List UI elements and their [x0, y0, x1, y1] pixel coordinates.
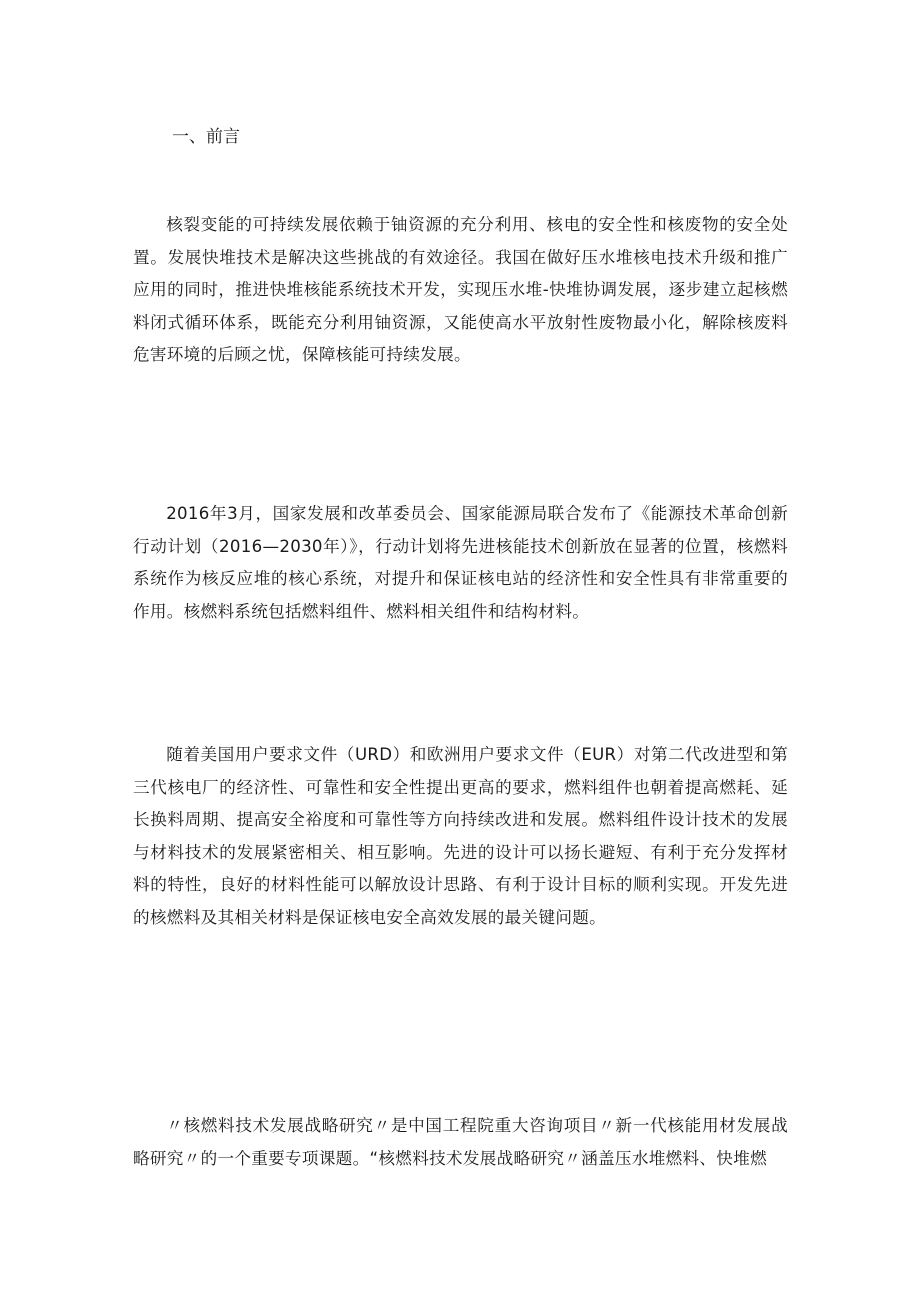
- paragraph-2: 2016年3月，国家发展和改革委员会、国家能源局联合发布了《能源技术革命创新行动计划（2016—2030年）》，行动计划将先进核能技术创新放在显著的位置，核燃料系统作为核反应堆的核心系统，对提升和保证核电站的经济性和安全性具有非常重要的作用。核燃料系统包括燃料组件、燃料相关组件和结构材料。: [133, 504, 788, 621]
- paragraph-4: 〃核燃料技术发展战略研究〃是中国工程院重大咨询项目〃新一代核能用材发展战略研究〃的一个重要专项课题。“核燃料技术发展战略研究〃涵盖压水堆燃料、快堆燃: [133, 1116, 788, 1168]
- section-heading: 一、前言: [172, 127, 240, 147]
- paragraph-1: 核裂变能的可持续发展依赖于铀资源的充分利用、核电的安全性和核废物的安全处置。发展快堆技术是解决这些挑战的有效途径。我国在做好压水堆核电技术升级和推广应用的同时，推进快堆核能系统技术开发，实现压水堆-快堆协调发展，逐步建立起核燃料闭式循环体系，既能充分利用铀资源，又能使高水平放射性废物最小化，解除核废料危害环境的后顾之忧，保障核能可持续发展。: [133, 215, 788, 364]
- paragraph-3: 随着美国用户要求文件（URD）和欧洲用户要求文件（EUR）对第二代改进型和第三代核电厂的经济性、可靠性和安全性提出更高的要求，燃料组件也朝着提高燃耗、延长换料周期、提高安全裕度和可靠性等方向持续改进和发展。燃料组件设计技术的发展与材料技术的发展紧密相关、相互影响。先进的设计可以扬长避短、有利于充分发挥材料的特性，良好的材料性能可以解放设计思路、有利于设计目标的顺利实现。开发先进的核燃料及其相关材料是保证核电安全高效发展的最关键问题。: [133, 745, 788, 927]
